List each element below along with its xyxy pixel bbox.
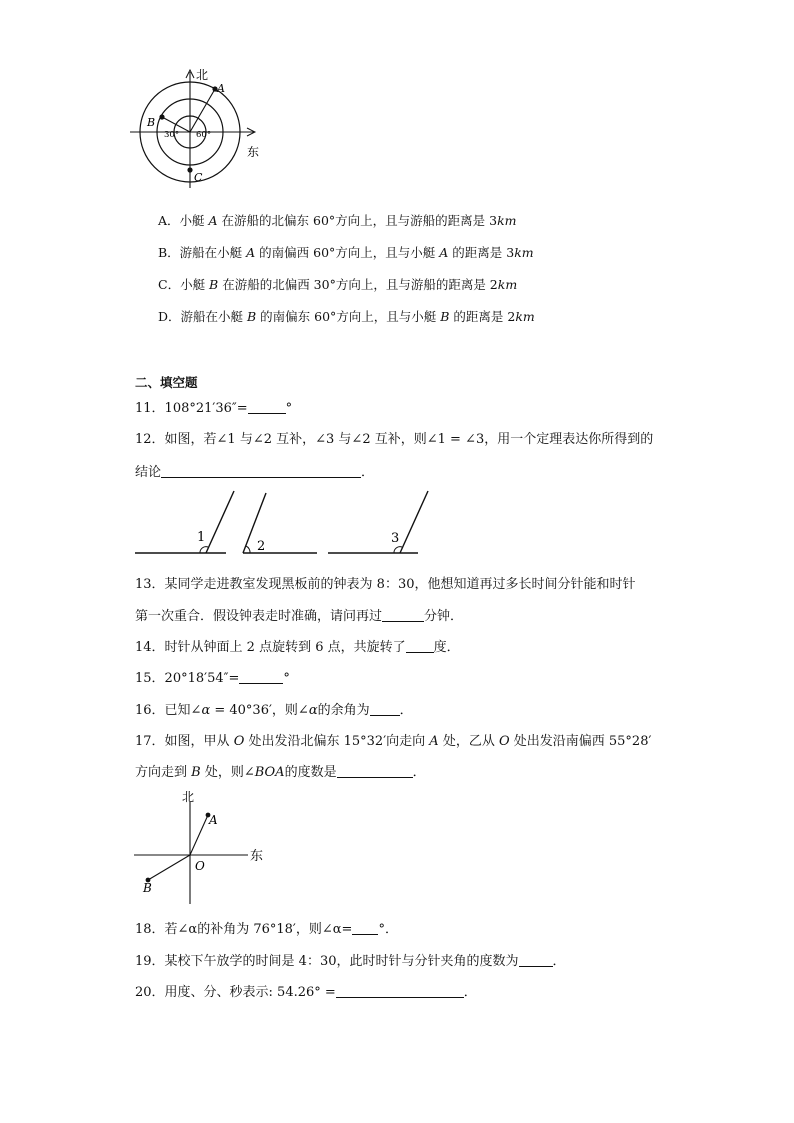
question-13-line1: 13．某同学走进教室发现黑板前的钟表为 8：30，他想知道再过多长时间分针能和时针 xyxy=(135,577,636,592)
q20-answer-blank[interactable] xyxy=(336,984,464,998)
question-16: 16．已知∠α = 40°36′，则∠α的余角为 ． xyxy=(135,703,413,718)
fig12-label-1: 1 xyxy=(197,530,206,545)
question-20: 20．用度、分、秒表示: 54.26° = ． xyxy=(135,985,477,1000)
figure-three-angles xyxy=(130,485,440,560)
q17-answer-blank[interactable] xyxy=(337,764,413,778)
figure-direction-axes xyxy=(130,788,280,906)
question-17-line1: 17．如图，甲从 O 处出发沿北偏东 15°32′向走向 A 处，乙从 O 处出发沿南偏西 55°28′ xyxy=(135,734,652,749)
fig17-point-o: O xyxy=(195,859,205,873)
question-18: 18．若∠α的补角为 76°18′，则∠α= °． xyxy=(135,922,398,937)
q18-answer-blank[interactable] xyxy=(352,921,378,935)
option-b: B．游船在小艇 A 的南偏西 60°方向上，且与小艇 A 的距离是 3km xyxy=(158,245,534,260)
q13-answer-blank[interactable] xyxy=(382,608,424,622)
question-17-line2: 方向走到 B 处，则∠BOA的度数是 ． xyxy=(135,765,426,780)
question-13-line2: 第一次重合．假设钟表走时准确，请问再过 分钟． xyxy=(135,609,464,624)
fig17-point-b: B xyxy=(143,881,152,895)
question-11: 11．108°21′36″= ° xyxy=(135,401,293,416)
fig1-angle-60: 60° xyxy=(196,130,212,140)
fig17-east-label: 东 xyxy=(250,849,264,864)
q11-answer-blank[interactable] xyxy=(248,400,286,414)
fig17-north-label: 北 xyxy=(182,790,195,804)
q15-answer-blank[interactable] xyxy=(239,670,283,684)
question-12-line1: 12．如图，若∠1 与∠2 互补，∠3 与∠2 互补，则∠1 = ∠3，用一个定理表达你所得到的 xyxy=(135,432,654,447)
fig1-point-b: B xyxy=(147,116,156,129)
fig1-point-a: A xyxy=(217,82,225,95)
option-a: A．小艇 A 在游船的北偏东 60°方向上，且与游船的距离是 3km xyxy=(158,213,517,228)
fig1-point-c: C xyxy=(194,171,203,184)
question-14: 14．时针从钟面上 2 点旋转到 6 点，共旋转了 度． xyxy=(135,640,460,655)
fig1-east-label: 东 xyxy=(247,145,260,159)
option-c: C．小艇 B 在游船的北偏西 30°方向上，且与游船的距离是 2km xyxy=(158,277,518,292)
q19-answer-blank[interactable] xyxy=(519,953,553,967)
fig1-angle-30: 30° xyxy=(164,130,180,140)
fig12-label-3: 3 xyxy=(391,531,400,546)
question-12-line2: 结论 ． xyxy=(135,465,375,480)
q12-answer-blank[interactable] xyxy=(161,464,361,478)
question-15: 15．20°18′54″= ° xyxy=(135,671,290,686)
q14-answer-blank[interactable] xyxy=(406,639,434,653)
fig12-label-2: 2 xyxy=(257,539,266,554)
q16-answer-blank[interactable] xyxy=(370,702,400,716)
fig17-point-a: A xyxy=(209,813,218,827)
fig1-north-label: 北 xyxy=(196,68,209,82)
option-d: D．游船在小艇 B 的南偏东 60°方向上，且与小艇 B 的距离是 2km xyxy=(158,309,535,324)
section-title: 二、填空题 xyxy=(135,375,198,390)
question-19: 19．某校下午放学的时间是 4：30，此时时针与分针夹角的度数为 ． xyxy=(135,954,566,969)
figure-compass-circles xyxy=(130,62,270,194)
